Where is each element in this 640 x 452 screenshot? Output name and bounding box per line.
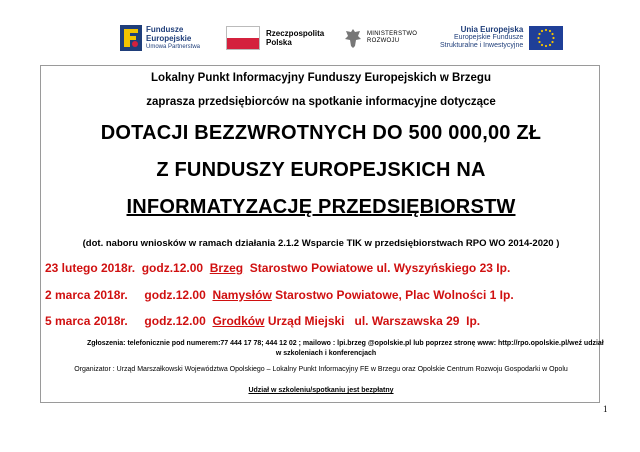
rp-text	[266, 29, 324, 47]
contact-line-2: w szkoleniach i konferencjach	[275, 350, 377, 357]
ministerstwo-logo	[344, 20, 417, 56]
ue-line3: Strukturalne i Inwestycyjne	[440, 42, 524, 49]
session-venue: Starostwo Powiatowe, Plac Wolności 1 Ip.	[275, 288, 514, 302]
invite-line: zaprasza przedsiębiorców na spotkanie informacyjne dotyczące	[146, 96, 496, 108]
rzeczpospolita-logo	[226, 20, 324, 56]
ue-line1: Unia Europejska	[460, 25, 524, 34]
unia-europejska-logo	[440, 20, 563, 56]
session-time: godz.12.00	[144, 314, 206, 328]
session-city: Brzeg	[209, 261, 244, 275]
announcement-frame	[40, 65, 604, 403]
session-city: Namysłów	[212, 288, 272, 302]
session-venue: Starostwo Powiatowe ul. Wyszyńskiego 23 Ip.	[249, 261, 511, 275]
free-participation: Udział w szkoleniu/spotkaniu jest bezpłatny	[248, 387, 394, 394]
logo-bar	[0, 20, 640, 56]
fe-line3: Umowa Partnerstwa	[146, 43, 201, 50]
organizer-info: Organizator : Urząd Marszałkowski Województwa Opolskiego – Lokalny Punkt Informacyjny FE w Brzegu oraz Opolskie Centrum Rozwoju Gospodarki w Opolu	[74, 366, 568, 373]
session-time: godz.12.00	[141, 261, 204, 275]
eu-flag-icon	[529, 26, 563, 50]
contact-info	[87, 339, 604, 359]
eagle-icon	[344, 27, 362, 49]
headline-2: Z FUNDUSZY EUROPEJSKICH NA	[156, 159, 486, 181]
session-date: 2 marca 2018r.	[45, 288, 128, 302]
mr-text	[367, 31, 417, 45]
ue-text	[440, 26, 523, 50]
headline-3: INFORMATYZACJĘ PRZEDSIĘBIORSTW	[126, 196, 516, 218]
headline-1: DOTACJI BEZZWROTNYCH DO 500 000,00 ZŁ	[100, 122, 542, 144]
mr-line1: MINISTERSTWO	[367, 31, 418, 37]
session-city: Grodków	[212, 314, 265, 328]
fe-text	[146, 25, 200, 52]
fe-line2: Europejskie	[146, 33, 192, 43]
poland-flag-icon	[226, 26, 260, 50]
contact-line-1: Zgłoszenia: telefonicznie pod numerem:77 444 17 78; 444 12 02 ; mailowo : lpi.brzeg @opolskie.pl lub poprzez stronę www: http://rpo.opolskie.pl/weź udział	[87, 340, 604, 347]
program-note: (dot. naboru wniosków w ramach działania 2.1.2 Wsparcie TIK w przedsiębiorstwach RPO WO 2014-2020 )	[82, 238, 560, 249]
rp-line1: Rzeczpospolita	[266, 29, 325, 38]
organizer-line: Lokalny Punkt Informacyjny Funduszy Europejskich w Brzegu	[151, 72, 491, 84]
fundusze-europejskie-logo	[120, 20, 200, 56]
session-date: 23 lutego 2018r.	[45, 261, 136, 275]
session-row	[45, 314, 480, 328]
session-time: godz.12.00	[144, 288, 206, 302]
ue-line2: Europejskie Fundusze	[454, 34, 524, 41]
page-number: 1	[603, 404, 608, 414]
fe-stars-icon	[120, 25, 142, 51]
mr-line2: ROZWOJU	[367, 38, 400, 44]
session-date: 5 marca 2018r.	[45, 314, 128, 328]
rp-line2: Polska	[266, 38, 292, 47]
session-row	[45, 261, 510, 275]
fe-line1: Fundusze	[146, 24, 184, 34]
session-row	[45, 288, 514, 302]
session-venue: Urząd Miejski ul. Warszawska 29 Ip.	[267, 314, 481, 328]
